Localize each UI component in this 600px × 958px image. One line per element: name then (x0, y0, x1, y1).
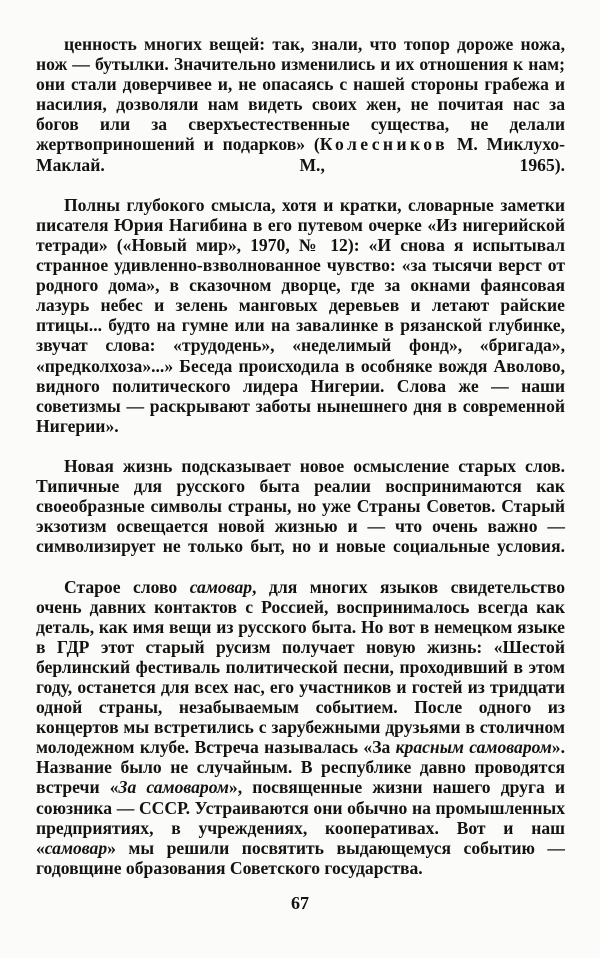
text-run: Полны глубокого смысла, хотя и кратки, словарные заметки писателя Юрия Нагибина в его путевом очерке «Из нигерийской тетради» («Новый мир», 1970, № 12): «И снова я испытывал странное удивленно-взволнованное чувство: «за тысячи верст от родного дома», в сказочном дворце, где за окнами фаянсовая лазурь небес и зелень манговых деревьев и летают райские птицы... будто на гумне или на завалинке в рязанской глубинке, звучат слова: «трудодень», «неделимый фонд», «бригада», «предколхоза»...» Беседа происходила в особняке вождя Аволово, видного политического лидера Нигерии. Слова же — наши советизмы — раскрывают заботы нынешнего дня в современной Нигерии». (36, 194, 565, 436)
emphasized-term: самовар (44, 837, 108, 858)
page-number: 67 (291, 893, 309, 913)
paragraph (36, 195, 565, 456)
emphasized-term: За самоваром (118, 777, 229, 798)
paragraph (36, 34, 565, 195)
text-run: ценность многих вещей: так, знали, что топор дороже ножа, нож — бутылки. Значительно изменились и их отношения к нам; они стали доверчивее и, не опасаясь с нашей стороны грабежа и насилия, дозволяли нам видеть своих жен, не почитая нас за богов или за сверхъестественные существа, не делали жертвоприношений и подарков» ( (36, 34, 565, 155)
text-run: М. Миклухо-Маклай. М., 1965). (36, 134, 566, 175)
paragraph (36, 577, 565, 878)
page-text-body (36, 34, 565, 878)
text-run: Новая жизнь подсказывает новое осмысление старых слов. Типичные для русского быта реалии воспринимаются как своеобразные символы страны, но уже Страны Советов. Старый экзотизм освещается новой жизнью и — что очень важно — символизирует не только быт, но и новые социальные условия. (36, 455, 565, 557)
text-run: » мы решили посвятить выдающемуся событию — годовщине образования Советского государства. (36, 837, 565, 878)
emphasized-term: самовар (189, 576, 253, 597)
text-run: », посвященные жизни нашего друга и союзника — СССР. Устраиваются они обычно на промышленных предприятиях, в учреждениях, кооперативах. Вот и наш « (36, 777, 565, 858)
text-run: , для многих языков свидетельство очень давних контактов с Россией, воспринималось всегда как деталь, как имя вещи из русского быта. Но вот в немецком языке в ГДР этот старый русизм получает новую жизнь: «Шестой берлинский фестиваль политической песни, проходивший в этом году, останется для всех нас, его участников и гостей из тридцати одной страны, незабываемым событием. После одного из концертов мы встретились с зарубежными друзьями в столичном молодежном клубе. Встреча называлась «За (36, 576, 566, 758)
text-run: ». Название было не случайным. В республике давно проводятся встречи « (36, 737, 565, 798)
letterspaced-author-name: Колесников (319, 134, 448, 155)
paragraph (36, 456, 565, 577)
emphasized-term: красным самоваром (395, 737, 552, 758)
text-run: Старое слово (64, 576, 190, 597)
